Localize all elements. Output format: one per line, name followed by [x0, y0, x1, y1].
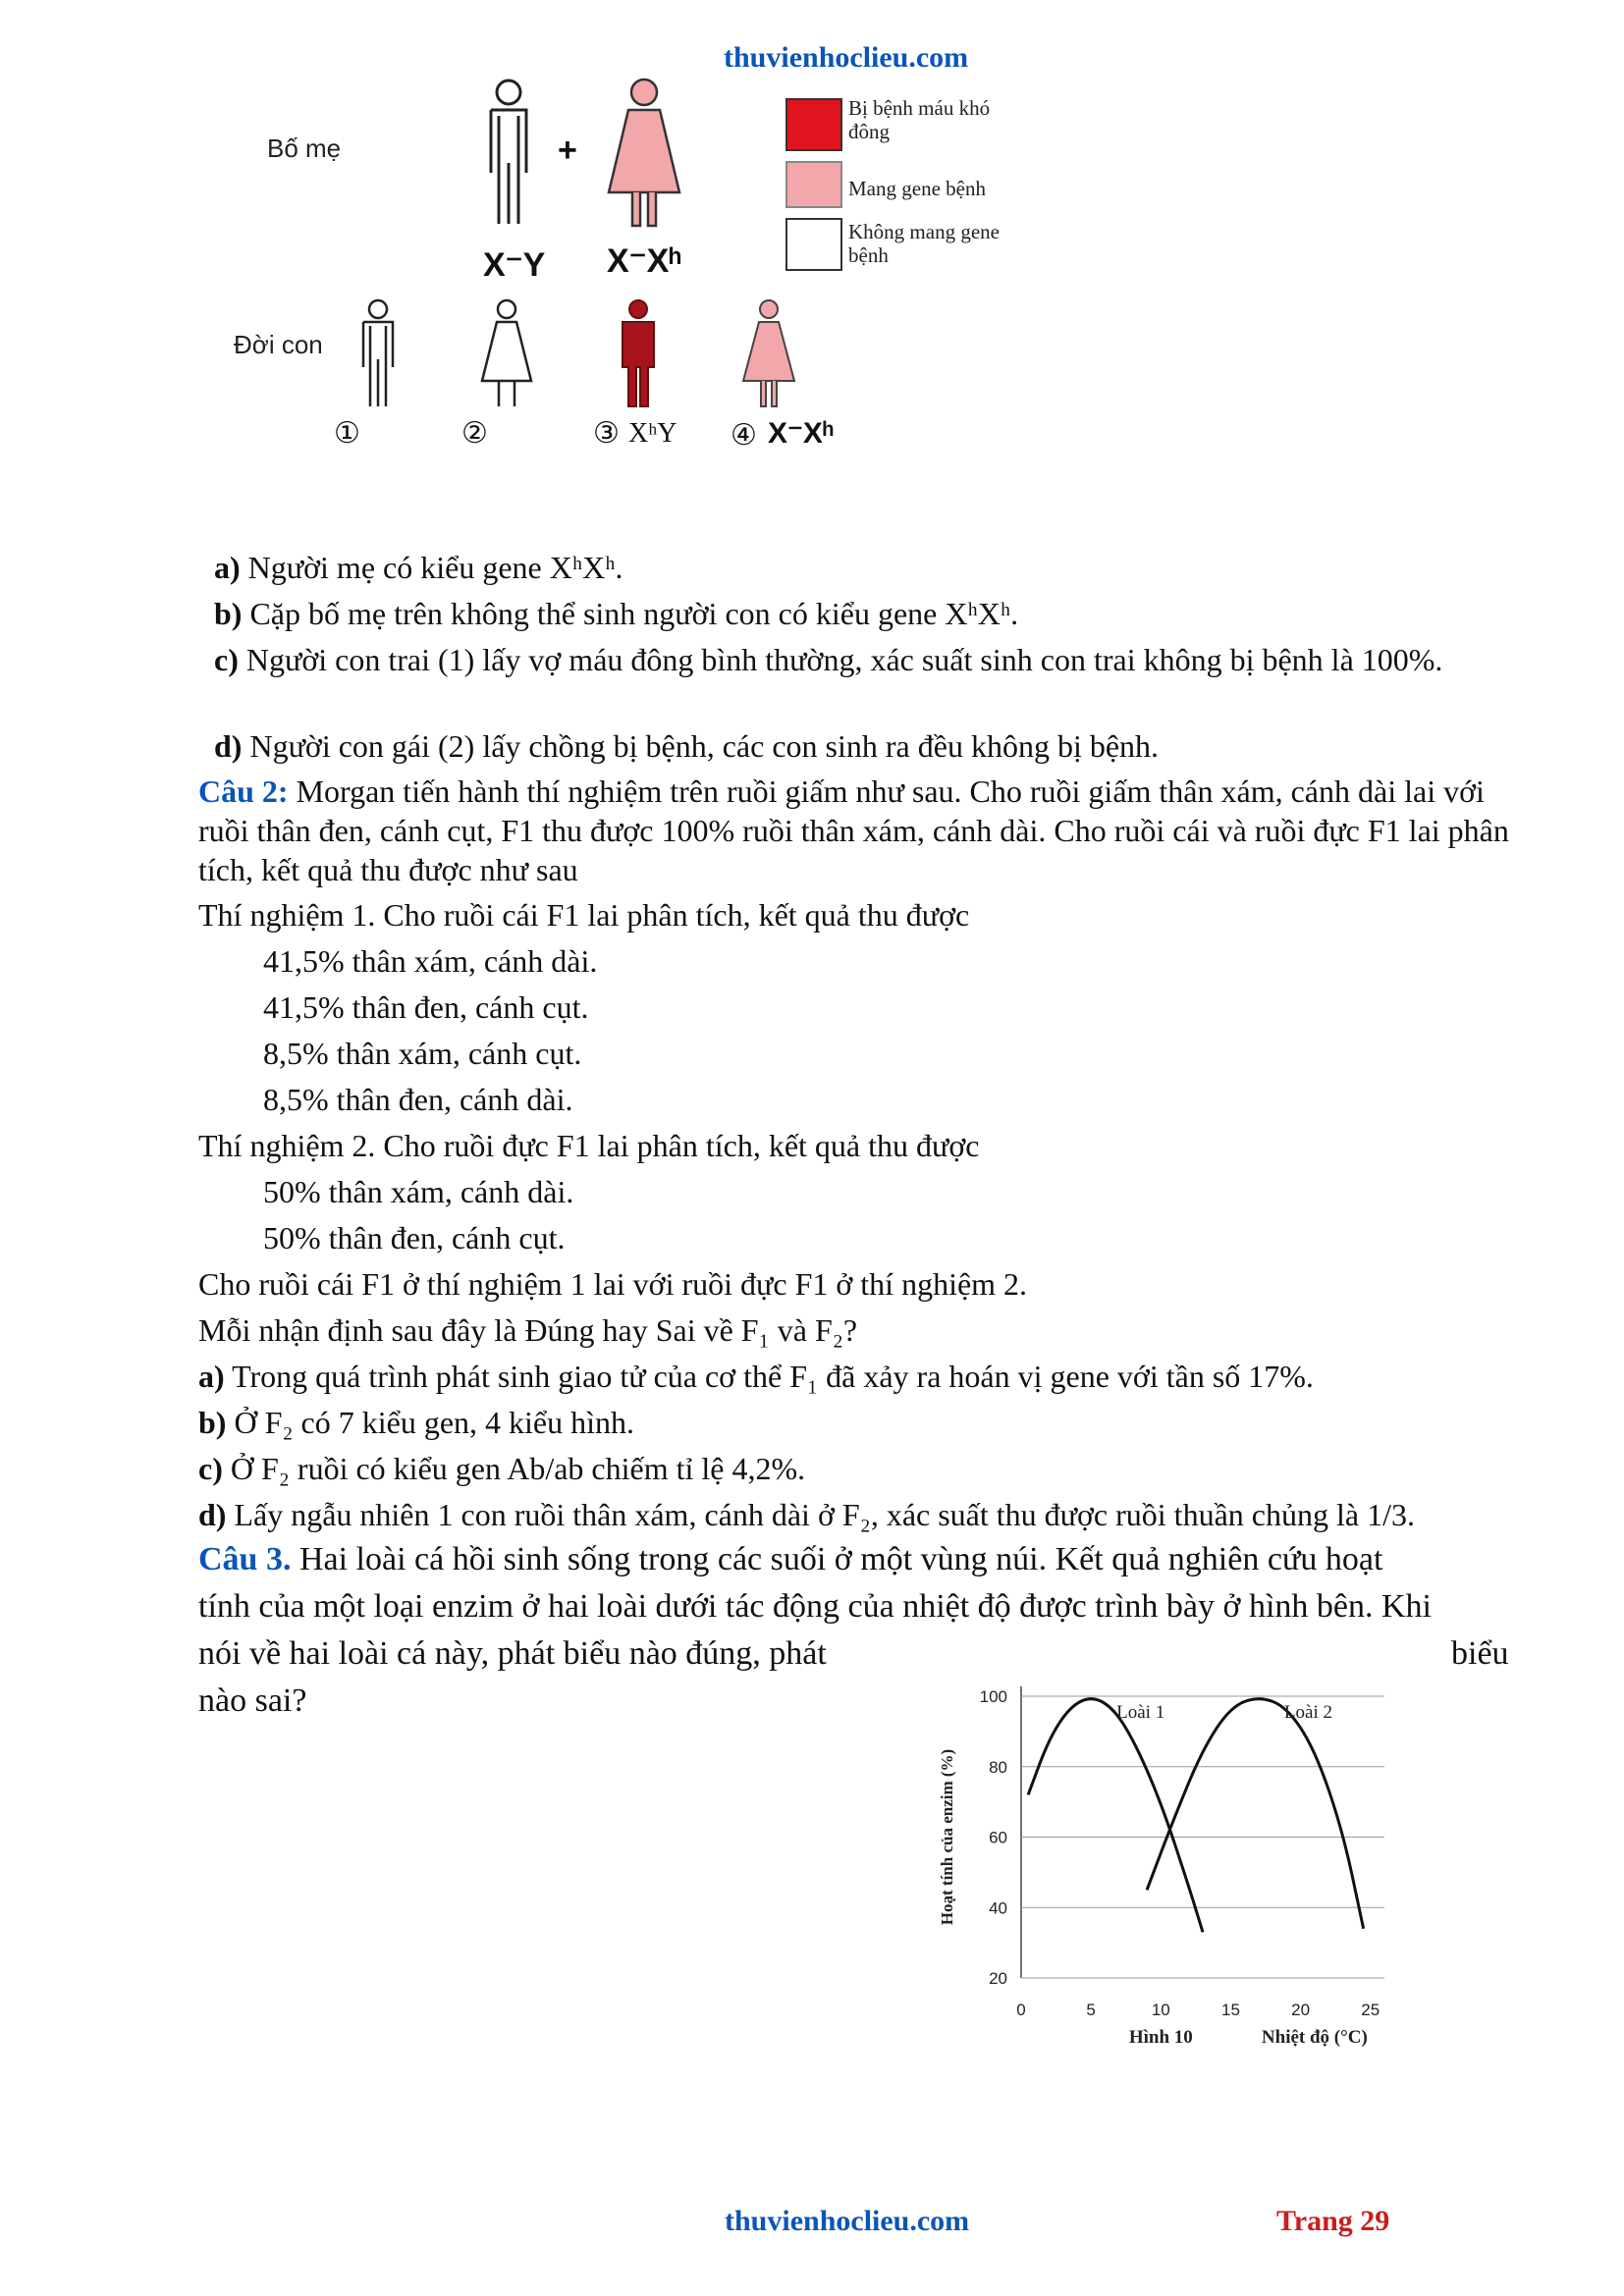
legend-swatch-carrier — [785, 161, 842, 208]
x-axis-title: Nhiệt độ (°C) — [1261, 2027, 1368, 2048]
q2-question: Mỗi nhận định sau đây là Đúng hay Sai về F₁ và F₂? — [198, 1312, 858, 1348]
q2-exp1-result: 8,5% thân đen, cánh dài. — [263, 1082, 573, 1117]
legend-text-normal: Không mang gene bệnh — [848, 220, 1000, 267]
child-1-son-icon — [355, 298, 401, 412]
children-label: Đời con — [234, 330, 323, 359]
child-2-number: ② — [461, 417, 488, 450]
y-tick-label: 80 — [989, 1757, 1007, 1777]
plus-sign: + — [558, 132, 577, 169]
q2-exp2: Thí nghiệm 2. Cho ruồi đực F1 lai phân tích, kết quả thu được — [198, 1128, 980, 1163]
series-label: Loài 2 — [1283, 1702, 1333, 1723]
q1-option-a: a) Người mẹ có kiểu gene XʰXʰ. — [214, 550, 623, 585]
mother-figure-icon — [603, 77, 685, 234]
figure-caption: Hình 10 — [1128, 2027, 1193, 2048]
x-tick-label: 20 — [1291, 2001, 1311, 2019]
mother-genotype: X⁻Xʰ — [607, 242, 681, 280]
y-tick-label: 20 — [989, 1969, 1007, 1988]
y-tick-label: 60 — [989, 1828, 1007, 1847]
child-4-genotype: X⁻Xʰ — [768, 417, 834, 450]
x-tick-label: 25 — [1361, 2001, 1380, 2019]
x-tick-label: 15 — [1221, 2001, 1240, 2019]
q2-intro: Câu 2: Morgan tiến hành thí nghiệm trên ruồi giấm như sau. Cho ruồi giấm thân xám, cánh dài lai với ruồi thân đen, cánh cụt, F1 thu được 100% ruồi thân xám, cánh dài. Cho ruồi cái và ruồi đực F1 lai phân tích, kết quả thu được như sau — [198, 774, 1509, 887]
header-site[interactable]: thuvienhoclieu.com — [724, 41, 969, 74]
y-tick-label: 100 — [979, 1687, 1007, 1706]
series-line-2 — [1147, 1699, 1364, 1929]
q2-exp1-result: 41,5% thân đen, cánh cụt. — [263, 989, 589, 1025]
father-genotype: X⁻Y — [483, 246, 546, 284]
child-3-number: ③ — [593, 417, 620, 450]
q3-line-2: tính của một loại enzim ở hai loài dưới tác động của nhiệt độ được trình bày ở hình bên. Khi — [198, 1588, 1432, 1625]
child-2-daughter-icon — [477, 298, 536, 412]
q2-exp2-result: 50% thân xám, cánh dài. — [263, 1174, 574, 1209]
footer-site[interactable]: thuvienhoclieu.com — [725, 2205, 970, 2237]
legend-swatch-normal — [785, 218, 842, 271]
q2-exp2-result: 50% thân đen, cánh cụt. — [263, 1220, 566, 1255]
child-3-affected-son-icon — [615, 298, 662, 412]
legend-text-affected: Bị bệnh máu khó đông — [848, 96, 991, 143]
child-1-number: ① — [334, 417, 360, 450]
q2-exp1: Thí nghiệm 1. Cho ruồi cái F1 lai phân tích, kết quả thu được — [198, 897, 970, 933]
q3-line-1: Câu 3. Hai loài cá hồi sinh sống trong các suối ở một vùng núi. Kết quả nghiên cứu hoạt — [198, 1541, 1383, 1577]
q3-line-3a: nói về hai loài cá này, phát biểu nào đúng, phát — [198, 1635, 827, 1672]
page-number: Trang 29 — [1276, 2205, 1390, 2237]
series-label: Loài 1 — [1116, 1702, 1165, 1723]
y-tick-label: 40 — [989, 1898, 1007, 1918]
x-tick-label: 5 — [1086, 2001, 1096, 2019]
q1-option-d: d) Người con gái (2) lấy chồng bị bệnh, các con sinh ra đều không bị bệnh. — [214, 728, 1160, 764]
q3-line-3b: biểu — [1451, 1635, 1509, 1672]
x-tick-label: 0 — [1016, 2001, 1026, 2019]
q3-line-4: nào sai? — [198, 1682, 307, 1719]
x-tick-label: 10 — [1151, 2001, 1170, 2019]
child-4-carrier-daughter-icon — [738, 298, 799, 412]
father-figure-icon — [477, 77, 540, 234]
legend-text-carrier: Mang gene bệnh — [848, 177, 986, 200]
child-4-number: ④ — [731, 419, 757, 452]
q2-exp1-result: 8,5% thân xám, cánh cụt. — [263, 1036, 582, 1071]
q1-option-b: b) Cặp bố mẹ trên không thể sinh người con có kiểu gene XʰXʰ. — [214, 596, 1019, 631]
q2-cross: Cho ruồi cái F1 ở thí nghiệm 1 lai với ruồi đực F1 ở thí nghiệm 2. — [198, 1266, 1028, 1302]
q2-option-d: d) Lấy ngẫu nhiên 1 con ruồi thân xám, cánh dài ở F₂, xác suất thu được ruồi thuần chủng là 1/3. — [198, 1497, 1415, 1532]
child-3-genotype: XʰY — [628, 418, 677, 449]
q2-exp1-result: 41,5% thân xám, cánh dài. — [263, 943, 598, 979]
q2-option-a: a) Trong quá trình phát sinh giao tử của cơ thể F₁ đã xảy ra hoán vị gene với tần số 17%. — [198, 1359, 1314, 1394]
q2-option-b: b) Ở F₂ có 7 kiểu gen, 4 kiểu hình. — [198, 1405, 634, 1440]
enzyme-activity-chart — [923, 1669, 1414, 2061]
q1-option-c: c) Người con trai (1) lấy vợ máu đông bình thường, xác suất sinh con trai không bị bệnh là 100%. — [214, 642, 1443, 677]
q2-option-c: c) Ở F₂ ruồi có kiểu gen Ab/ab chiếm tỉ lệ 4,2%. — [198, 1451, 806, 1486]
legend-swatch-affected — [785, 98, 842, 151]
y-axis-title: Hoạt tính của enzim (%) — [938, 1748, 956, 1926]
parents-label: Bố mẹ — [267, 133, 342, 163]
